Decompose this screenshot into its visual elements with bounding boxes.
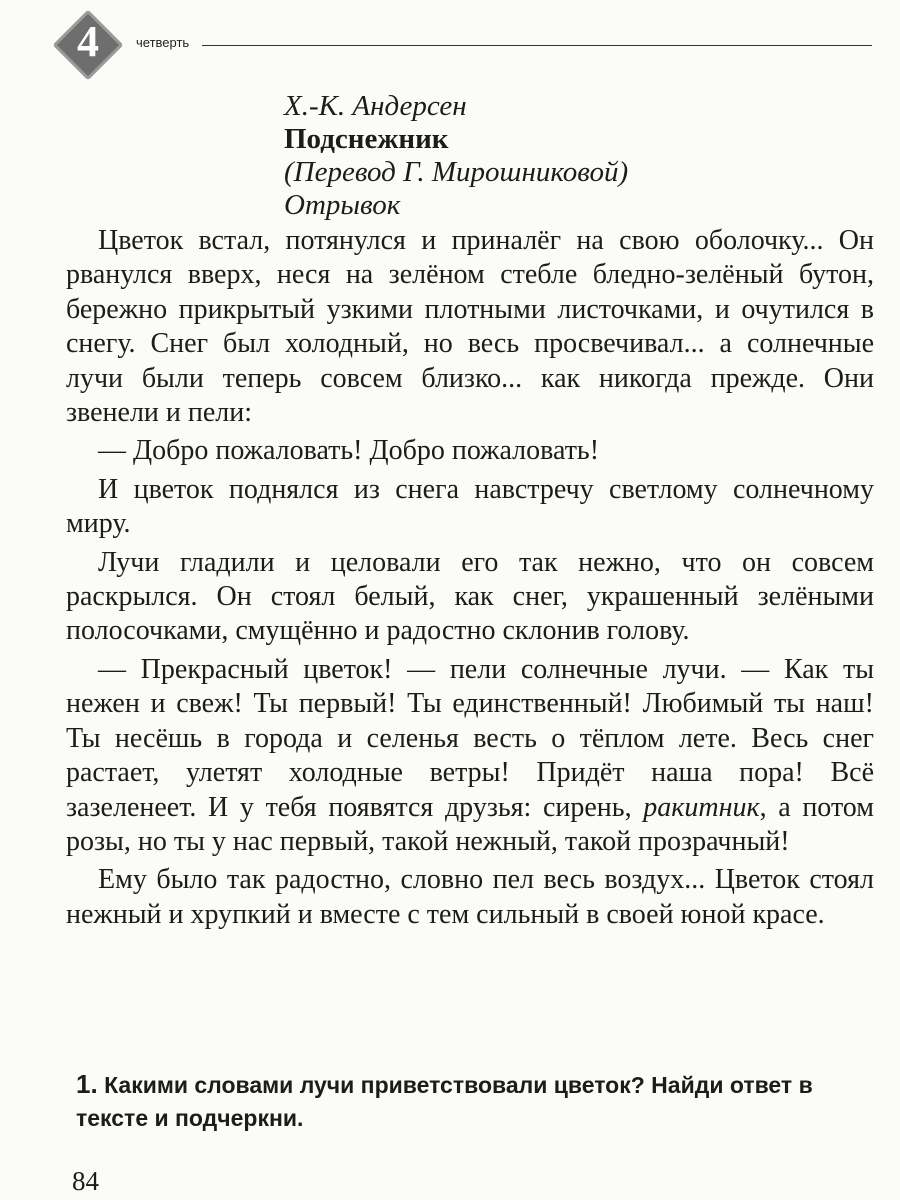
header-divider — [202, 45, 872, 46]
title-block — [284, 90, 628, 222]
story-paragraph: Ему было так радостно, словно пел весь воздух... Цветок стоял нежный и хрупкий и вместе с тем сильный в своей юной красе. — [66, 864, 874, 930]
story-paragraph: Лучи гладили и целовали его так нежно, что он совсем раскрылся. Он стоял белый, как снег, украшенный зелёными полосочками, смущённо и радостно склонив голову. — [66, 546, 874, 647]
page-header — [40, 14, 880, 84]
quarter-number: 4 — [77, 17, 99, 66]
story-text-run: — Прекрасный цветок! — пели солнечные лучи. — Как ты нежен и свеж! Ты первый! Ты единственный! Любимый ты наш! Ты несёшь в города и селенья весть о тёплом лете. Весь снег растает, улетят холодные ветры! Придёт наша пора! Всё зазеленеет. И у тебя появятся друзья: сирень, — [66, 653, 874, 823]
task-question — [76, 1068, 884, 1135]
story-paragraph: — Добро пожаловать! Добро пожаловать! — [98, 435, 600, 467]
page-number: 84 — [72, 1166, 99, 1196]
translation-credit: (Перевод Г. Мирошниковой) — [284, 156, 629, 188]
story-paragraph: И цветок поднялся из снега навстречу светлому солнечному миру. — [66, 473, 874, 540]
author-name: Х.-К. Андерсен — [284, 90, 467, 122]
italic-word: ракитник — [643, 791, 760, 823]
story-text — [66, 224, 874, 936]
story-paragraph — [66, 653, 874, 859]
quarter-badge — [50, 14, 120, 84]
story-paragraph: Цветок встал, потянулся и приналёг на свою оболочку... Он рванулся вверх, неся на зелёном стебле бледно-зелёный бутон, бережно прикрытый узкими плотными листочками, и очутился в снегу. Снег был холодный, но весь просвечивал... а солнечные лучи были теперь совсем близко... как никогда прежде. Они звенели и пели: — [66, 225, 874, 429]
task-text: Какими словами лучи приветствовали цветок? Найди ответ в тексте и подчеркни. — [76, 1072, 813, 1131]
quarter-label: четверть — [136, 35, 190, 50]
task-number: 1. — [76, 1069, 98, 1099]
story-text-run: , а потом розы, но ты у нас первый, такой нежный, такой прозрачный! — [66, 791, 874, 857]
excerpt-label: Отрывок — [284, 189, 401, 221]
story-title: Подснежник — [284, 123, 449, 155]
